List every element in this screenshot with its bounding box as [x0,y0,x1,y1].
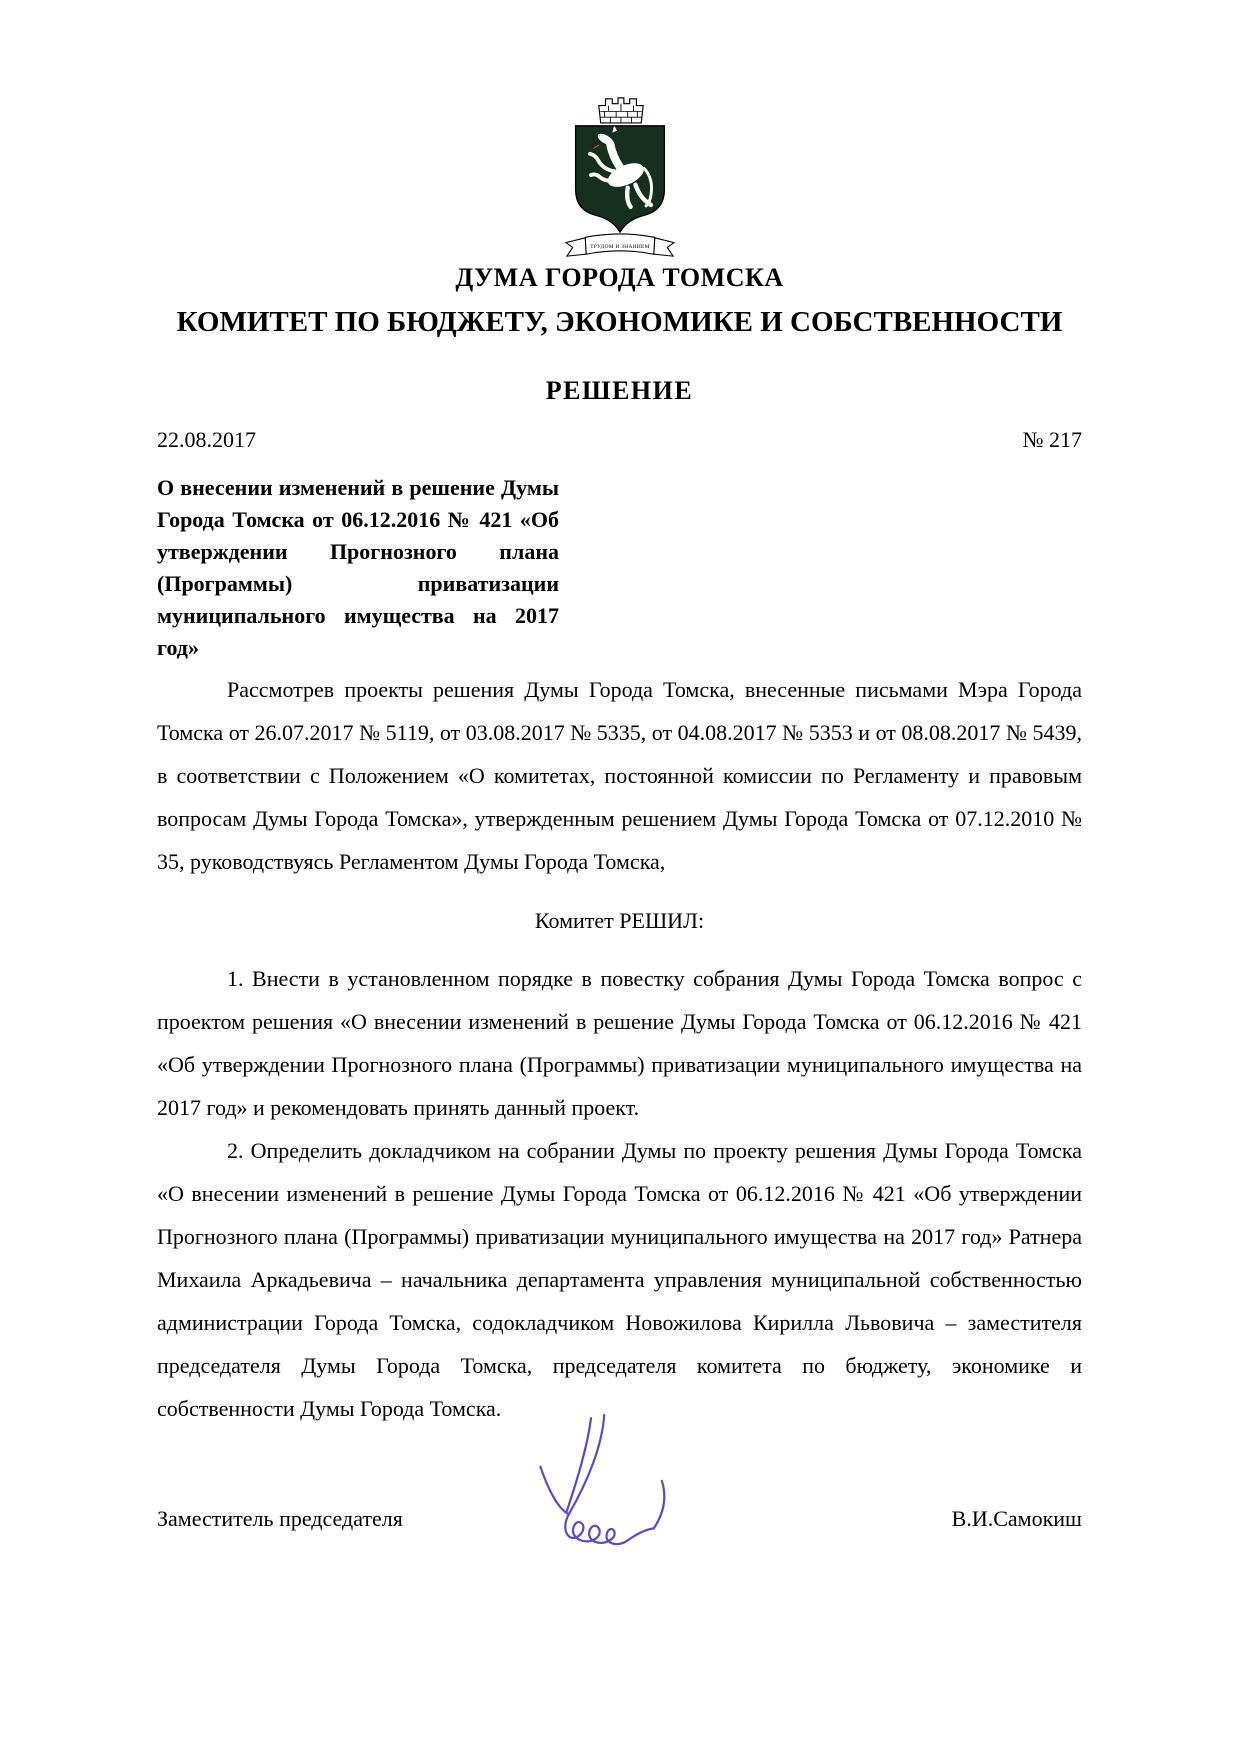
document-number: № 217 [1022,427,1082,452]
resolved-heading: Комитет РЕШИЛ: [534,908,705,933]
document-date: 22.08.2017 [157,427,256,452]
organization-name: ДУМА ГОРОДА ТОМСКА [455,263,784,292]
signer-name: В.И.Самокиш [951,1506,1082,1531]
resolution-item-2: 2. Определить докладчиком на собрании Думы по проекту решения Думы Города Томска «О внесении изменений в решение Думы Города Томска от 06.12.2016 № 421 «Об утверждении Прогнозного плана (Программы) приватизации муниципального имущества на 2017 год» Ратнера Михаила Аркадьевича – начальника департамента управления муниципальной собственностью администрации Города Томска, содокладчиком Новожилова Кирилла Львовича – заместителя председателя Думы Города Томска, председателя комитета по бюджету, экономике и собственности Думы Города Томска. [157,1138,1082,1421]
tomsk-coat-of-arms-icon [561,94,679,260]
motto-text: ТРУДОМ И ЗНАНИЕМ [589,243,650,250]
document-content [157,0,1082,1532]
document-type-title: РЕШЕНИЕ [545,376,694,405]
signer-position: Заместитель председателя [157,1506,403,1531]
document-subject: О внесении изменений в решение Думы Города Томска от 06.12.2016 № 421 «Об утверждении Прогнозного плана (Программы) приватизации муниципального имущества на 2017 год» [157,475,559,660]
signature-row [157,1506,1082,1532]
committee-name: КОМИТЕТ ПО БЮДЖЕТУ, ЭКОНОМИКЕ И СОБСТВЕННОСТИ [176,306,1063,338]
resolution-item-1: 1. Внести в установленном порядке в повестку собрания Думы Города Томска вопрос с проектом решения «О внесении изменений в решение Думы Города Томска от 06.12.2016 № 421 «Об утверждении Прогнозного плана (Программы) приватизации муниципального имущества на 2017 год» и рекомендовать принять данный проект. [157,966,1082,1120]
preamble-paragraph: Рассмотрев проекты решения Думы Города Томска, внесенные письмами Мэра Города Томска от 26.07.2017 № 5119, от 03.08.2017 № 5335, от 04.08.2017 № 5353 и от 08.08.2017 № 5439, в соответствии с Положением «О комитетах, постоянной комиссии по Регламенту и правовым вопросам Думы Города Томска», утвержденным решением Думы Города Томска от 07.12.2010 № 35, руководствуясь Регламентом Думы Города Томска, [157,677,1082,874]
handwritten-signature-icon [502,1414,674,1576]
mural-crown-icon [598,98,642,123]
coat-of-arms-svg [562,94,678,260]
meta-row [157,427,1082,453]
